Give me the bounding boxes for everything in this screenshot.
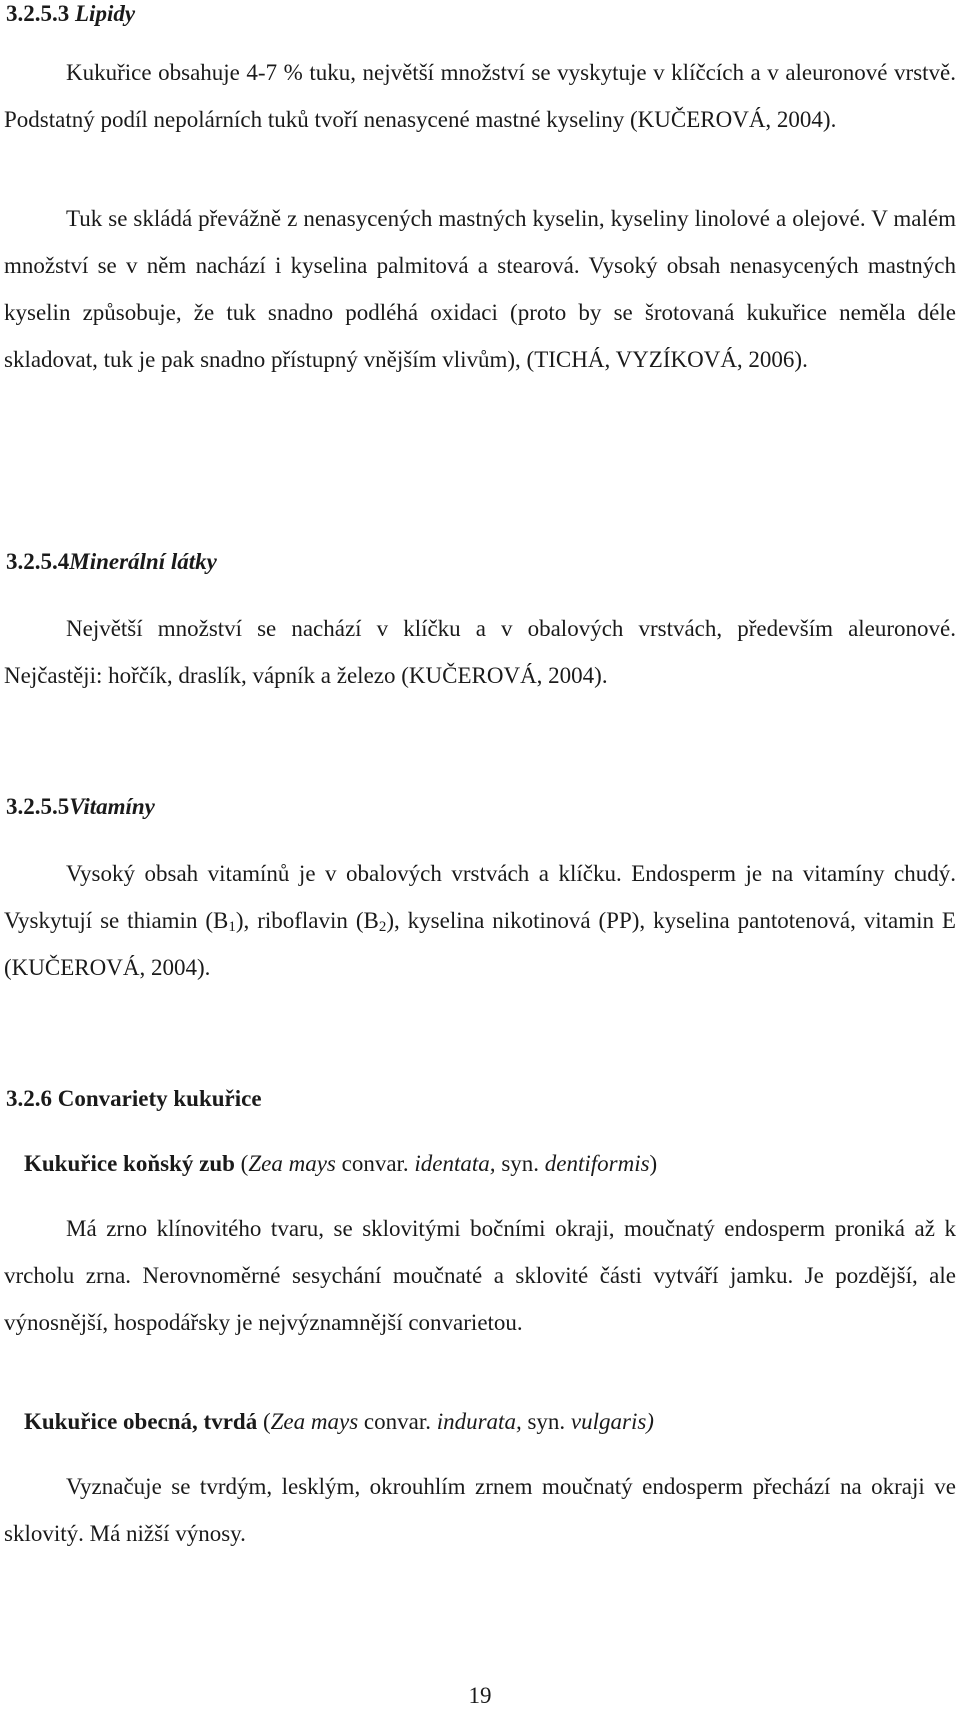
- section-title: Convariety kukuřice: [57, 1086, 262, 1111]
- synonym-name: vulgaris): [570, 1409, 654, 1434]
- paragraph-mineralni: Největší množství se nachází v klíčku a v obalových vrstvách, především aleuronové. Nejčastěji: hořčík, draslík, vápník a železo (KUČEROVÁ, 2004).: [4, 616, 956, 688]
- paragraph-kun-zub: Má zrno klínovitého tvaru, se sklovitými bočními okraji, moučnatý endosperm proniká až k vrcholu zrna. Nerovnoměrné sesychání moučnaté a sklovité části vytváří jamku. Je pozdější, ale výnosnější, hospodářsky je nejvýznamnější convarietou.: [4, 1216, 956, 1335]
- convar-name: indurata,: [436, 1409, 522, 1434]
- text-run: Vysoký obsah vitamínů je v obalových vrstvách a klíčku. Endosperm je na vitamíny chudý. Vyskytují se thiamin (B: [4, 861, 956, 933]
- section-number: 3.2.6: [6, 1086, 52, 1111]
- section-title: Lipidy: [75, 1, 136, 26]
- species-name: Zea mays: [270, 1409, 359, 1434]
- text-run: ), riboflavin (B: [235, 908, 379, 933]
- text-run: (: [257, 1409, 271, 1434]
- convariety-name: Kukuřice koňský zub: [24, 1151, 235, 1176]
- section-heading-mineralni: [6, 548, 217, 576]
- convar-name: identata,: [414, 1151, 496, 1176]
- text-run: ): [649, 1151, 658, 1176]
- text-run: syn.: [495, 1151, 545, 1176]
- paragraph-lipidy-1: Kukuřice obsahuje 4-7 % tuku, největší množství se vyskytuje v klíčcích a v aleuronové vrstvě. Podstatný podíl nepolárních tuků tvoří nenasycené mastné kyseliny (KUČEROVÁ, 2004).: [4, 60, 956, 132]
- text-run: ), kyselina nikotinová (PP), kyselina pantotenová, vitamin E (KUČEROVÁ, 2004).: [4, 908, 956, 980]
- section-heading-lipidy: [6, 0, 135, 28]
- section-title: Vitamíny: [69, 794, 155, 819]
- paragraph-vitaminy: [4, 850, 956, 991]
- text-run: syn.: [521, 1409, 571, 1434]
- convariety-heading-kun-zub: [24, 1149, 954, 1179]
- section-number: 3.2.5.5: [6, 794, 70, 819]
- subscript: 1: [228, 919, 236, 935]
- section-number: 3.2.5.3: [6, 1, 70, 26]
- species-name: Zea mays: [248, 1151, 336, 1176]
- section-heading-vitaminy: [6, 793, 155, 821]
- paragraph-lipidy-2: Tuk se skládá převážně z nenasycených mastných kyselin, kyseliny linolové a olejové. V malém množství se v něm nachází i kyselina palmitová a stearová. Vysoký obsah nenasycených mastných kyselin způsobuje, že tuk snadno podléhá oxidaci (proto by se šrotovaná kukuřice neměla déle skladovat, tuk je pak snadno přístupný vnějším vlivům), (TICHÁ, VYZÍKOVÁ, 2006).: [4, 206, 956, 372]
- synonym-name: dentiformis: [544, 1151, 650, 1176]
- section-heading-convariety: [6, 1085, 262, 1113]
- subscript: 2: [378, 919, 387, 935]
- text-run: convar.: [358, 1409, 437, 1434]
- convariety-name: Kukuřice obecná, tvrdá: [24, 1409, 258, 1434]
- paragraph-obecna: Vyznačuje se tvrdým, lesklým, okrouhlím zrnem moučnatý endosperm přechází na okraji ve sklovitý. Má nižší výnosy.: [4, 1474, 956, 1546]
- text-run: convar.: [335, 1151, 415, 1176]
- text-run: (: [234, 1151, 249, 1176]
- convariety-heading-obecna: [24, 1407, 954, 1437]
- section-number: 3.2.5.4: [6, 549, 70, 574]
- section-title: Minerální látky: [69, 549, 217, 574]
- page-number: 19: [468, 1683, 492, 1708]
